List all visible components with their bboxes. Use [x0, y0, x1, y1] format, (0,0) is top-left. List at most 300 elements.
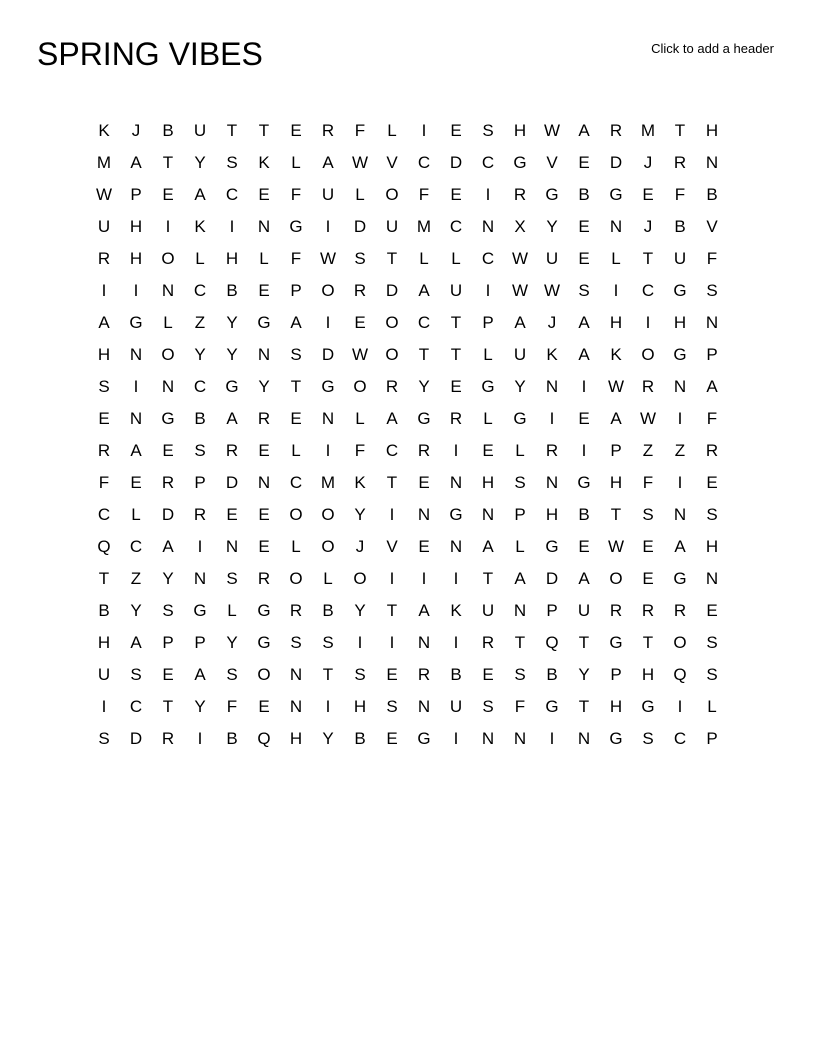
- grid-letter: V: [706, 217, 718, 236]
- grid-letter: I: [677, 473, 683, 492]
- grid-letter: I: [197, 537, 203, 556]
- grid-letter: I: [325, 217, 331, 236]
- grid-letter: Y: [226, 345, 238, 364]
- grid-letter: E: [482, 441, 494, 460]
- grid-letter: B: [226, 281, 238, 300]
- grid-letter: F: [98, 473, 110, 492]
- grid-letter: E: [706, 473, 718, 492]
- grid-letter: R: [193, 505, 207, 524]
- grid-row: [88, 531, 728, 563]
- grid-letter: A: [130, 153, 142, 172]
- grid-letter: B: [578, 505, 590, 524]
- grid-letter: F: [706, 409, 718, 428]
- grid-letter: Y: [258, 377, 270, 396]
- grid-letter: T: [226, 121, 238, 140]
- grid-letter: N: [417, 505, 431, 524]
- grid-letter: S: [482, 121, 494, 140]
- grid-letter: L: [259, 249, 269, 268]
- grid-letter: R: [545, 441, 559, 460]
- grid-letter: S: [514, 473, 526, 492]
- grid-letter: S: [578, 281, 590, 300]
- grid-letter: N: [545, 377, 559, 396]
- grid-letter: K: [258, 153, 270, 172]
- grid-letter: I: [325, 697, 331, 716]
- grid-letter: I: [421, 569, 427, 588]
- grid-letter: I: [485, 281, 491, 300]
- grid-letter: F: [226, 697, 238, 716]
- grid-letter: A: [514, 313, 526, 332]
- grid-letter: B: [674, 217, 686, 236]
- grid-letter: G: [673, 281, 687, 300]
- grid-letter: H: [353, 697, 367, 716]
- grid-letter: G: [609, 729, 623, 748]
- grid-letter: J: [355, 537, 365, 556]
- grid-letter: Y: [578, 665, 590, 684]
- grid-letter: T: [642, 249, 654, 268]
- grid-letter: I: [453, 729, 459, 748]
- grid-letter: Y: [194, 345, 206, 364]
- grid-letter: J: [547, 313, 557, 332]
- grid-letter: A: [578, 345, 590, 364]
- grid-letter: O: [353, 377, 367, 396]
- grid-letter: I: [485, 185, 491, 204]
- grid-letter: O: [289, 505, 303, 524]
- grid-letter: S: [162, 601, 174, 620]
- grid-letter: N: [417, 633, 431, 652]
- grid-letter: T: [578, 633, 590, 652]
- grid-letter: L: [227, 601, 237, 620]
- grid-letter: E: [578, 249, 590, 268]
- grid-letter: H: [545, 505, 559, 524]
- grid-letter: N: [609, 217, 623, 236]
- grid-letter: N: [705, 313, 719, 332]
- grid-letter: R: [609, 601, 623, 620]
- grid-letter: D: [353, 217, 367, 236]
- grid-letter: T: [162, 153, 174, 172]
- grid-letter: H: [129, 217, 143, 236]
- grid-letter: N: [705, 153, 719, 172]
- grid-letter: V: [546, 153, 558, 172]
- grid-letter: T: [290, 377, 302, 396]
- grid-letter: A: [386, 409, 398, 428]
- grid-letter: C: [385, 441, 399, 460]
- grid-row: [88, 115, 728, 147]
- grid-letter: U: [321, 185, 335, 204]
- grid-row: [88, 243, 728, 275]
- grid-letter: D: [609, 153, 623, 172]
- grid-letter: O: [321, 281, 335, 300]
- grid-letter: C: [481, 153, 495, 172]
- grid-letter: S: [642, 505, 654, 524]
- grid-letter: L: [355, 409, 365, 428]
- grid-letter: S: [226, 153, 238, 172]
- grid-letter: A: [418, 281, 430, 300]
- grid-letter: B: [194, 409, 206, 428]
- grid-letter: T: [386, 473, 398, 492]
- grid-letter: A: [322, 153, 334, 172]
- grid-letter: U: [449, 697, 463, 716]
- grid-letter: T: [98, 569, 110, 588]
- grid-letter: A: [578, 313, 590, 332]
- grid-letter: E: [386, 665, 398, 684]
- grid-letter: W: [351, 153, 369, 172]
- grid-letter: S: [194, 441, 206, 460]
- grid-letter: T: [482, 569, 494, 588]
- grid-letter: R: [513, 185, 527, 204]
- grid-letter: G: [417, 729, 431, 748]
- grid-letter: F: [706, 249, 718, 268]
- grid-letter: G: [289, 217, 303, 236]
- grid-letter: F: [418, 185, 430, 204]
- grid-letter: N: [193, 569, 207, 588]
- grid-letter: C: [289, 473, 303, 492]
- grid-letter: E: [706, 601, 718, 620]
- grid-letter: R: [449, 409, 463, 428]
- grid-letter: I: [197, 729, 203, 748]
- grid-row: [88, 723, 728, 755]
- grid-letter: N: [481, 217, 495, 236]
- grid-letter: W: [95, 185, 113, 204]
- grid-letter: Q: [97, 537, 111, 556]
- grid-letter: H: [513, 121, 527, 140]
- grid-letter: R: [161, 729, 175, 748]
- grid-letter: L: [291, 441, 301, 460]
- grid-letter: A: [514, 569, 526, 588]
- grid-letter: P: [290, 281, 302, 300]
- grid-letter: H: [97, 633, 111, 652]
- grid-row: [88, 659, 728, 691]
- grid-letter: G: [193, 601, 207, 620]
- grid-letter: H: [673, 313, 687, 332]
- grid-letter: B: [450, 665, 462, 684]
- grid-row: [88, 307, 728, 339]
- grid-letter: Z: [674, 441, 686, 460]
- grid-letter: S: [322, 633, 334, 652]
- grid-letter: V: [386, 153, 398, 172]
- grid-letter: A: [578, 121, 590, 140]
- grid-letter: L: [707, 697, 717, 716]
- grid-letter: Q: [257, 729, 271, 748]
- grid-letter: O: [321, 505, 335, 524]
- grid-letter: I: [389, 569, 395, 588]
- grid-letter: A: [130, 441, 142, 460]
- grid-letter: N: [449, 473, 463, 492]
- grid-letter: I: [101, 281, 107, 300]
- grid-letter: R: [97, 441, 111, 460]
- grid-row: [88, 467, 728, 499]
- grid-letter: I: [357, 633, 363, 652]
- grid-letter: E: [290, 409, 302, 428]
- grid-letter: G: [161, 409, 175, 428]
- grid-letter: F: [290, 249, 302, 268]
- grid-letter: E: [258, 537, 270, 556]
- grid-letter: S: [226, 665, 238, 684]
- grid-letter: N: [513, 729, 527, 748]
- grid-row: [88, 627, 728, 659]
- grid-letter: W: [319, 249, 337, 268]
- grid-letter: R: [321, 121, 335, 140]
- grid-letter: R: [641, 601, 655, 620]
- grid-letter: L: [163, 313, 173, 332]
- grid-letter: U: [97, 665, 111, 684]
- grid-letter: M: [640, 121, 656, 140]
- grid-letter: G: [257, 601, 271, 620]
- grid-letter: G: [449, 505, 463, 524]
- grid-letter: E: [578, 217, 590, 236]
- grid-letter: E: [258, 281, 270, 300]
- grid-letter: S: [290, 633, 302, 652]
- grid-letter: G: [257, 313, 271, 332]
- grid-letter: O: [161, 249, 175, 268]
- grid-letter: W: [639, 409, 657, 428]
- grid-letter: I: [581, 377, 587, 396]
- grid-letter: E: [226, 505, 238, 524]
- grid-letter: E: [482, 665, 494, 684]
- grid-letter: Q: [673, 665, 687, 684]
- grid-letter: T: [258, 121, 270, 140]
- grid-letter: Y: [226, 313, 238, 332]
- grid-letter: Y: [226, 633, 238, 652]
- grid-letter: N: [289, 697, 303, 716]
- grid-letter: E: [98, 409, 110, 428]
- grid-letter: O: [161, 345, 175, 364]
- grid-letter: I: [165, 217, 171, 236]
- grid-letter: K: [194, 217, 206, 236]
- grid-letter: I: [389, 633, 395, 652]
- grid-letter: T: [386, 601, 398, 620]
- grid-letter: R: [417, 441, 431, 460]
- grid-row: [88, 403, 728, 435]
- grid-letter: C: [417, 313, 431, 332]
- grid-row: [88, 147, 728, 179]
- grid-letter: M: [416, 217, 432, 236]
- grid-letter: K: [98, 121, 110, 140]
- grid-letter: H: [289, 729, 303, 748]
- grid-letter: E: [642, 185, 654, 204]
- grid-letter: N: [257, 473, 271, 492]
- grid-letter: E: [258, 505, 270, 524]
- grid-letter: N: [257, 217, 271, 236]
- grid-letter: N: [129, 409, 143, 428]
- grid-letter: N: [705, 569, 719, 588]
- grid-letter: P: [706, 345, 718, 364]
- grid-letter: G: [545, 185, 559, 204]
- grid-letter: A: [290, 313, 302, 332]
- grid-letter: S: [290, 345, 302, 364]
- grid-letter: L: [483, 345, 493, 364]
- grid-letter: C: [193, 377, 207, 396]
- grid-letter: O: [673, 633, 687, 652]
- grid-letter: H: [641, 665, 655, 684]
- grid-letter: E: [642, 569, 654, 588]
- grid-letter: T: [418, 345, 430, 364]
- grid-letter: N: [449, 537, 463, 556]
- grid-letter: G: [641, 697, 655, 716]
- grid-letter: S: [706, 665, 718, 684]
- grid-letter: J: [643, 153, 653, 172]
- grid-letter: L: [515, 441, 525, 460]
- grid-letter: V: [386, 537, 398, 556]
- grid-letter: T: [386, 249, 398, 268]
- grid-letter: G: [417, 409, 431, 428]
- grid-letter: G: [609, 185, 623, 204]
- grid-letter: E: [450, 377, 462, 396]
- grid-letter: A: [98, 313, 110, 332]
- grid-letter: C: [641, 281, 655, 300]
- grid-letter: U: [481, 601, 495, 620]
- grid-letter: W: [607, 377, 625, 396]
- grid-letter: Z: [642, 441, 654, 460]
- grid-letter: I: [677, 409, 683, 428]
- grid-letter: O: [641, 345, 655, 364]
- grid-letter: R: [673, 601, 687, 620]
- grid-letter: H: [481, 473, 495, 492]
- grid-letter: Z: [130, 569, 142, 588]
- grid-letter: O: [385, 313, 399, 332]
- grid-letter: Y: [354, 505, 366, 524]
- grid-letter: K: [354, 473, 366, 492]
- grid-letter: G: [545, 697, 559, 716]
- grid-letter: D: [449, 153, 463, 172]
- grid-letter: B: [706, 185, 718, 204]
- grid-letter: Y: [194, 697, 206, 716]
- grid-letter: W: [511, 281, 529, 300]
- grid-row: [88, 211, 728, 243]
- grid-letter: C: [449, 217, 463, 236]
- grid-letter: I: [453, 441, 459, 460]
- grid-letter: R: [481, 633, 495, 652]
- grid-letter: L: [291, 537, 301, 556]
- grid-letter: T: [578, 697, 590, 716]
- grid-letter: T: [642, 633, 654, 652]
- grid-letter: Y: [418, 377, 430, 396]
- grid-letter: R: [289, 601, 303, 620]
- grid-letter: B: [162, 121, 174, 140]
- grid-row: [88, 691, 728, 723]
- grid-letter: R: [609, 121, 623, 140]
- grid-letter: H: [609, 473, 623, 492]
- grid-letter: U: [449, 281, 463, 300]
- grid-row: [88, 563, 728, 595]
- grid-letter: O: [353, 569, 367, 588]
- grid-letter: G: [225, 377, 239, 396]
- grid-letter: I: [325, 313, 331, 332]
- grid-letter: S: [354, 665, 366, 684]
- grid-letter: E: [258, 185, 270, 204]
- grid-letter: O: [289, 569, 303, 588]
- grid-letter: A: [226, 409, 238, 428]
- grid-letter: A: [610, 409, 622, 428]
- grid-letter: T: [450, 345, 462, 364]
- grid-letter: R: [673, 153, 687, 172]
- grid-letter: U: [577, 601, 591, 620]
- grid-letter: H: [225, 249, 239, 268]
- grid-letter: N: [225, 537, 239, 556]
- grid-letter: I: [581, 441, 587, 460]
- grid-letter: G: [513, 153, 527, 172]
- grid-letter: G: [609, 633, 623, 652]
- grid-letter: C: [673, 729, 687, 748]
- grid-letter: S: [98, 729, 110, 748]
- grid-letter: F: [674, 185, 686, 204]
- grid-letter: W: [511, 249, 529, 268]
- grid-letter: S: [514, 665, 526, 684]
- grid-letter: L: [323, 569, 333, 588]
- grid-letter: L: [611, 249, 621, 268]
- grid-letter: N: [577, 729, 591, 748]
- grid-letter: P: [130, 185, 142, 204]
- grid-letter: C: [481, 249, 495, 268]
- grid-letter: O: [609, 569, 623, 588]
- grid-letter: A: [194, 665, 206, 684]
- grid-letter: U: [513, 345, 527, 364]
- grid-letter: U: [673, 249, 687, 268]
- grid-letter: N: [321, 409, 335, 428]
- grid-letter: E: [418, 537, 430, 556]
- grid-letter: B: [354, 729, 366, 748]
- grid-letter: Y: [514, 377, 526, 396]
- grid-letter: P: [610, 665, 622, 684]
- grid-row: [88, 499, 728, 531]
- grid-letter: G: [673, 569, 687, 588]
- grid-letter: S: [386, 697, 398, 716]
- header-placeholder[interactable]: Click to add a header: [651, 41, 774, 56]
- grid-letter: G: [129, 313, 143, 332]
- grid-letter: C: [193, 281, 207, 300]
- grid-letter: L: [355, 185, 365, 204]
- grid-letter: Y: [322, 729, 334, 748]
- grid-letter: T: [514, 633, 526, 652]
- grid-letter: R: [705, 441, 719, 460]
- grid-letter: L: [515, 537, 525, 556]
- grid-row: [88, 435, 728, 467]
- grid-letter: P: [194, 633, 206, 652]
- grid-letter: G: [481, 377, 495, 396]
- grid-letter: F: [290, 185, 302, 204]
- grid-letter: K: [546, 345, 558, 364]
- grid-letter: N: [481, 505, 495, 524]
- grid-letter: E: [290, 121, 302, 140]
- grid-letter: M: [96, 153, 112, 172]
- grid-letter: A: [482, 537, 494, 556]
- grid-letter: R: [97, 249, 111, 268]
- grid-letter: I: [133, 281, 139, 300]
- grid-letter: R: [161, 473, 175, 492]
- grid-letter: A: [162, 537, 174, 556]
- grid-letter: N: [161, 281, 175, 300]
- grid-letter: Y: [130, 601, 142, 620]
- grid-letter: I: [133, 377, 139, 396]
- grid-letter: F: [354, 441, 366, 460]
- grid-letter: E: [578, 537, 590, 556]
- grid-letter: E: [130, 473, 142, 492]
- grid-letter: U: [193, 121, 207, 140]
- grid-letter: L: [483, 409, 493, 428]
- grid-letter: B: [546, 665, 558, 684]
- grid-letter: D: [129, 729, 143, 748]
- grid-letter: S: [354, 249, 366, 268]
- grid-letter: P: [514, 505, 526, 524]
- grid-letter: P: [706, 729, 718, 748]
- grid-letter: L: [419, 249, 429, 268]
- grid-letter: I: [549, 729, 555, 748]
- grid-letter: S: [706, 281, 718, 300]
- grid-letter: L: [131, 505, 141, 524]
- grid-letter: O: [321, 537, 335, 556]
- grid-letter: L: [195, 249, 205, 268]
- grid-row: [88, 179, 728, 211]
- grid-letter: L: [451, 249, 461, 268]
